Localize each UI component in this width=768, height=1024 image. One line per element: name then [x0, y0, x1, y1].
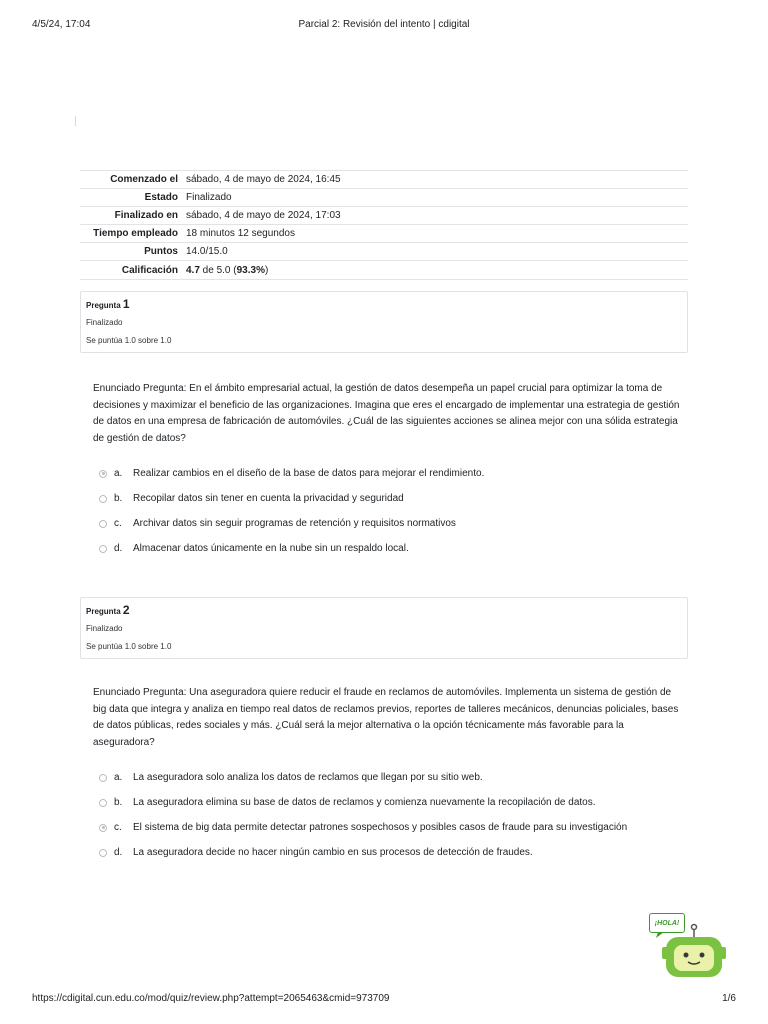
grade-of: de 5.0 ( [199, 264, 237, 276]
summary-label: Finalizado en [114, 210, 178, 221]
grade-percent: 93.3% [236, 264, 265, 276]
question-label: Pregunta [86, 607, 121, 616]
grade-close: ) [264, 264, 269, 276]
chatbot-widget[interactable] [648, 912, 728, 982]
question-state: Finalizado [86, 318, 123, 327]
answer-letter: b. [114, 493, 123, 504]
answer-option[interactable] [99, 536, 689, 561]
radio-icon[interactable] [99, 520, 107, 528]
answer-text: La aseguradora solo analiza los datos de reclamos que llegan por su sitio web. [133, 772, 483, 783]
question-text-1: Enunciado Pregunta: En el ámbito empresarial actual, la gestión de datos desempeña un papel crucial para optimizar la toma de decisiones y maximizar el beneficio de las organizaciones. Imagina que eres el encargado de implementar una estrategia de gestión de datos en una empresa de fabricación de automóviles. ¿Cuál de las siguientes acciones se alinea mejor con una sólida estrategia de gestión de datos? [93, 383, 680, 444]
summary-value: sábado, 4 de mayo de 2024, 17:03 [186, 210, 341, 221]
answer-text: Realizar cambios en el diseño de la base de datos para mejorar el rendimiento. [133, 468, 485, 479]
answer-letter: a. [114, 468, 123, 479]
answer-option[interactable] [99, 486, 689, 511]
summary-value: 18 minutos 12 segundos [186, 228, 295, 239]
answer-letter: c. [114, 822, 122, 833]
summary-row-time [80, 225, 688, 243]
chatbot-greeting: ¡HOLA! [649, 913, 685, 933]
print-datetime: 4/5/24, 17:04 [32, 19, 91, 30]
answer-option[interactable] [99, 815, 689, 840]
robot-icon[interactable] [648, 912, 728, 982]
summary-label: Tiempo empleado [93, 228, 178, 239]
attempt-summary-table [80, 170, 688, 280]
summary-label: Comenzado el [110, 174, 178, 185]
radio-selected-icon[interactable] [99, 824, 107, 832]
question-number [86, 603, 130, 617]
question-grade: Se puntúa 1.0 sobre 1.0 [86, 642, 172, 651]
summary-row-grade [80, 261, 688, 280]
page-marker [75, 116, 76, 126]
answer-option[interactable] [99, 511, 689, 536]
radio-icon[interactable] [99, 849, 107, 857]
summary-label: Puntos [144, 246, 178, 257]
answer-list-2 [99, 765, 689, 865]
answer-text: El sistema de big data permite detectar patrones sospechosos y posibles casos de fraude para su investigación [133, 822, 628, 833]
summary-label: Calificación [121, 264, 178, 276]
print-page-title: Parcial 2: Revisión del intento | cdigital [298, 19, 470, 30]
answer-list-1 [99, 461, 689, 561]
question-info-2 [80, 597, 688, 659]
question-info-1 [80, 291, 688, 353]
summary-value [184, 261, 688, 280]
summary-label: Estado [144, 192, 178, 203]
answer-text: La aseguradora decide no hacer ningún cambio en sus procesos de detección de fraudes. [133, 847, 533, 858]
answer-letter: d. [114, 847, 123, 858]
question-label: Pregunta [86, 301, 121, 310]
print-header [0, 0, 768, 40]
answer-letter: c. [114, 518, 122, 529]
answer-option[interactable] [99, 461, 689, 486]
summary-value: sábado, 4 de mayo de 2024, 16:45 [186, 174, 341, 185]
question-num: 2 [122, 603, 130, 617]
answer-letter: a. [114, 772, 123, 783]
radio-icon[interactable] [99, 799, 107, 807]
answer-option[interactable] [99, 790, 689, 815]
summary-value: Finalizado [186, 192, 232, 203]
radio-icon[interactable] [99, 774, 107, 782]
summary-row-finished [80, 207, 688, 225]
radio-icon[interactable] [99, 495, 107, 503]
question-grade: Se puntúa 1.0 sobre 1.0 [86, 336, 172, 345]
answer-text: Archivar datos sin seguir programas de retención y requisitos normativos [133, 518, 456, 529]
answer-text: Almacenar datos únicamente en la nube sin un respaldo local. [133, 543, 409, 554]
answer-text: La aseguradora elimina su base de datos de reclamos y comienza nuevamente la recopilación de datos. [133, 797, 596, 808]
print-page-number: 1/6 [722, 993, 736, 1004]
answer-option[interactable] [99, 840, 689, 865]
answer-letter: d. [114, 543, 123, 554]
radio-selected-icon[interactable] [99, 470, 107, 478]
radio-icon[interactable] [99, 545, 107, 553]
question-num: 1 [122, 297, 130, 311]
answer-option[interactable] [99, 765, 689, 790]
grade-score: 4.7 [186, 264, 200, 276]
answer-letter: b. [114, 797, 123, 808]
summary-value: 14.0/15.0 [186, 246, 228, 257]
question-state: Finalizado [86, 624, 123, 633]
question-number [86, 297, 130, 311]
summary-row-marks [80, 243, 688, 261]
summary-row-state [80, 189, 688, 207]
summary-row-started [80, 171, 688, 189]
question-text-2: Enunciado Pregunta: Una aseguradora quiere reducir el fraude en reclamos de automóviles. Implementa un sistema de gestión de big data que integra y analiza en tiempo real datos de reclamos previos, reportes de talleres mecánicos, denuncias policiales, bases de datos públicas, redes sociales y más. ¿Cuál será la mejor alternativa o la opción técnicamente más favorable para la aseguradora? [93, 687, 679, 748]
print-url: https://cdigital.cun.edu.co/mod/quiz/review.php?attempt=2065463&cmid=973709 [32, 993, 390, 1004]
answer-text: Recopilar datos sin tener en cuenta la privacidad y seguridad [133, 493, 404, 504]
